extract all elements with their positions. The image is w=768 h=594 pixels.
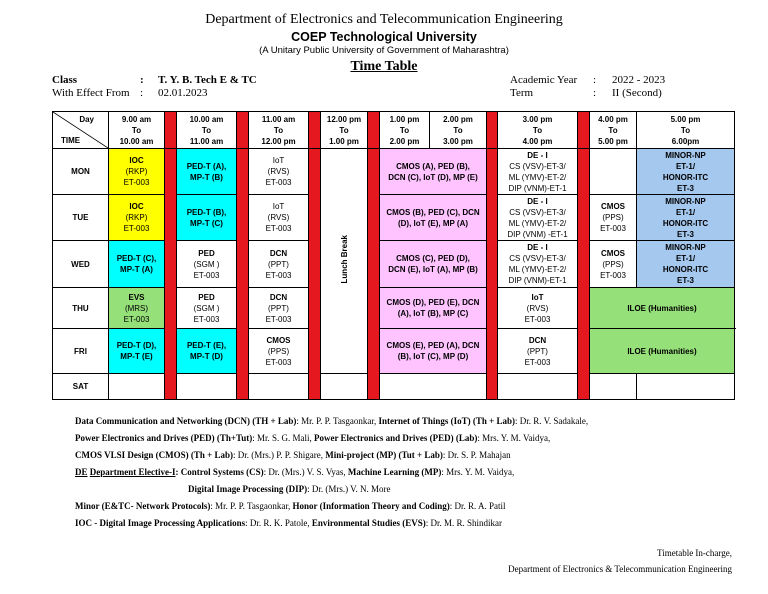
- table-row-sat: [53, 374, 735, 400]
- note-line-5: Digital Image Processing (DIP): Dr. (Mrs.) V. N. More: [188, 484, 391, 494]
- class-cell: DCN (PPT) ET-003: [249, 288, 309, 329]
- note-line-7: IOC - Digital Image Processing Applications: Dr. R. K. Patole, Environmental Studies (EVS): Dr. M. R. Shindikar: [75, 518, 502, 528]
- timetable: [52, 111, 735, 400]
- year-value: 2022 - 2023: [612, 74, 666, 86]
- class-cell: [590, 149, 637, 195]
- red-divider: [165, 149, 177, 400]
- department-title: Department of Electronics and Telecommunication Engineering: [205, 12, 563, 27]
- class-cell: CMOS (B), PED (C), DCN (D), IoT (E), MP (A): [380, 195, 487, 241]
- year-colon: :: [593, 74, 597, 86]
- red-divider: [309, 112, 321, 149]
- red-divider: [487, 112, 498, 149]
- time-slot-1: 9.00 am To 10.00 am: [109, 112, 165, 149]
- class-cell: CMOS (PPS) ET-003: [249, 329, 309, 374]
- class-cell: PED-T (C), MP-T (A): [109, 241, 165, 288]
- term-colon: :: [593, 87, 597, 99]
- note-line-1: Data Communication and Networking (DCN) (TH + Lab): Mr. P. P. Tasgaonkar, Internet of Things (IoT) (Th + Lab): Dr. R. V. Sadakale,: [75, 416, 589, 426]
- red-divider: [487, 149, 498, 400]
- day-time-header: [53, 112, 109, 149]
- class-cell: PED-T (B), MP-T (C): [177, 195, 237, 241]
- red-divider: [309, 149, 321, 400]
- class-cell: PED (SGM ) ET-003: [177, 241, 237, 288]
- day-cell: FRI: [53, 329, 109, 374]
- class-cell: [249, 374, 309, 400]
- class-value: T. Y. B. Tech E & TC: [158, 74, 257, 86]
- class-cell: CMOS (C), PED (D), DCN (E), IoT (A), MP (B): [380, 241, 487, 288]
- time-label: TIME: [61, 136, 81, 145]
- class-cell: IOC (RKP) ET-003: [109, 195, 165, 241]
- class-cell: MINOR-NP ET-1/ HONOR-ITC ET-3: [637, 195, 735, 241]
- red-divider: [578, 149, 590, 400]
- term-value: II (Second): [612, 87, 662, 99]
- class-cell: [177, 374, 237, 400]
- class-cell: IoT (RVS) ET-003: [249, 195, 309, 241]
- red-divider: [237, 112, 249, 149]
- class-cell: DE - I CS (VSV)-ET-3/ ML (YMV)-ET-2/ DIP (VNM)-ET-1: [498, 149, 578, 195]
- class-cell: PED-T (E), MP-T (D): [177, 329, 237, 374]
- day-cell: SAT: [53, 374, 109, 400]
- time-slot-9: 5.00 pm To 6.00pm: [637, 112, 735, 149]
- red-divider: [368, 149, 380, 400]
- class-cell: CMOS (E), PED (A), DCN (B), IoT (C), MP (D): [380, 329, 487, 374]
- class-cell: DCN (PPT) ET-003: [249, 241, 309, 288]
- table-row-fri: [53, 329, 735, 374]
- effect-value: 02.01.2023: [158, 87, 208, 99]
- class-cell: [321, 374, 368, 400]
- class-cell: [590, 374, 637, 400]
- class-cell: MINOR-NP ET-1/ HONOR-ITC ET-3: [637, 149, 735, 195]
- effect-colon: :: [140, 87, 144, 99]
- class-colon: :: [140, 74, 144, 86]
- red-divider: [368, 112, 380, 149]
- note-line-6: Minor (E&TC- Network Protocols): Mr. P. P. Tasgaonkar, Honor (Information Theory and Coding): Dr. R. A. Patil: [75, 501, 506, 511]
- table-row-mon: [53, 149, 735, 195]
- class-cell: ILOE (Humanities): [590, 288, 735, 329]
- table-row-thu: [53, 288, 735, 329]
- time-slot-6: 2.00 pm To 3.00 pm: [430, 112, 487, 149]
- time-slot-3: 11.00 am To 12.00 pm: [249, 112, 309, 149]
- red-divider: [165, 112, 177, 149]
- day-cell: THU: [53, 288, 109, 329]
- class-cell: DE - I CS (VSV)-ET-3/ ML (YMV)-ET-2/ DIP (VNM) -ET-1: [498, 195, 578, 241]
- red-divider: [578, 112, 590, 149]
- note-line-3: CMOS VLSI Design (CMOS) (Th + Lab): Dr. (Mrs.) P. P. Shigare, Mini-project (MP) (Tut + Lab): Dr. S. P. Mahajan: [75, 450, 511, 460]
- class-cell: CMOS (D), PED (E), DCN (A), IoT (B), MP (C): [380, 288, 487, 329]
- class-cell: PED (SGM ) ET-003: [177, 288, 237, 329]
- university-name: COEP Technological University: [291, 30, 477, 44]
- table-row-tue: [53, 195, 735, 241]
- time-slot-2: 10.00 am To 11.00 am: [177, 112, 237, 149]
- note-line-2: Power Electronics and Drives (PED) (Th+Tut): Mr. S. G. Mali, Power Electronics and Drives (PED) (Lab): Mrs. Y. M. Vaidya,: [75, 433, 551, 443]
- class-cell: [109, 374, 165, 400]
- class-cell: DCN (PPT) ET-003: [498, 329, 578, 374]
- class-cell: EVS (MRS) ET-003: [109, 288, 165, 329]
- class-cell: [380, 374, 487, 400]
- day-cell: WED: [53, 241, 109, 288]
- class-cell: IOC (RKP) ET-003: [109, 149, 165, 195]
- university-subtitle: (A Unitary Public University of Government of Maharashtra): [259, 45, 509, 56]
- class-cell: PED-T (A), MP-T (B): [177, 149, 237, 195]
- note-line-4: DE Department Elective-I: Control Systems (CS): Dr. (Mrs.) V. S. Vyas, Machine Learning (MP): Mrs. Y. M. Vaidya,: [75, 467, 515, 477]
- effect-label: With Effect From: [52, 87, 130, 99]
- class-cell: [637, 374, 735, 400]
- class-cell: ILOE (Humanities): [590, 329, 735, 374]
- red-divider: [237, 149, 249, 400]
- day-label: Day: [79, 115, 94, 124]
- class-cell: CMOS (A), PED (B), DCN (C), IoT (D), MP (E): [380, 149, 487, 195]
- class-cell: DE - I CS (VSV)-ET-3/ ML (YMV)-ET-2/ DIP (VNM)-ET-1: [498, 241, 578, 288]
- class-cell: CMOS (PPS) ET-003: [590, 241, 637, 288]
- class-cell: [498, 374, 578, 400]
- term-label: Term: [510, 87, 534, 99]
- day-cell: TUE: [53, 195, 109, 241]
- time-header-row: [53, 112, 735, 149]
- class-cell: CMOS (PPS) ET-003: [590, 195, 637, 241]
- class-label: Class: [52, 74, 78, 86]
- page-title: Time Table: [350, 59, 418, 74]
- class-cell: IoT (RVS) ET-003: [498, 288, 578, 329]
- time-slot-5: 1.00 pm To 2.00 pm: [380, 112, 430, 149]
- class-cell: IoT (RVS) ET-003: [249, 149, 309, 195]
- year-label: Academic Year: [510, 74, 578, 86]
- time-slot-8: 4.00 pm To 5.00 pm: [590, 112, 637, 149]
- class-cell: PED-T (D), MP-T (E): [109, 329, 165, 374]
- lunch-break-cell: [321, 149, 368, 374]
- time-slot-4: 12.00 pm To 1.00 pm: [321, 112, 368, 149]
- day-cell: MON: [53, 149, 109, 195]
- footer-department: Department of Electronics & Telecommunication Engineering: [508, 564, 732, 574]
- lunch-break-label: Lunch Break: [339, 235, 349, 284]
- table-row-wed: [53, 241, 735, 288]
- footer-incharge: Timetable In-charge,: [657, 548, 732, 558]
- class-cell: MINOR-NP ET-1/ HONOR-ITC ET-3: [637, 241, 735, 288]
- time-slot-7: 3.00 pm To 4.00 pm: [498, 112, 578, 149]
